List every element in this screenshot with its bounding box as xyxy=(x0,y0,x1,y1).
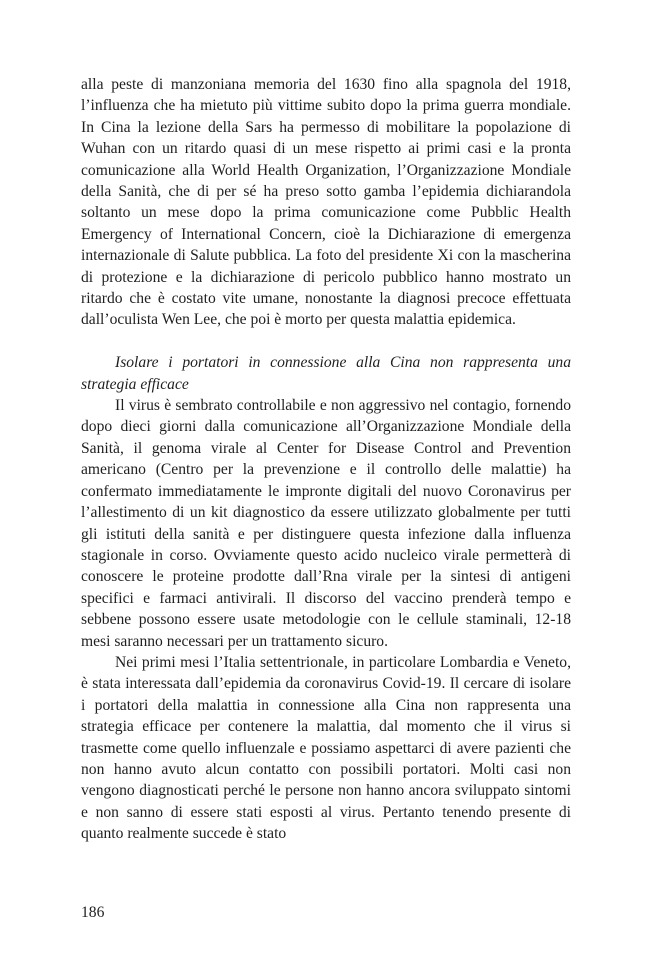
section-heading: Isolare i portatori in connessione alla Cina non rappresenta una strategia efficace xyxy=(81,354,571,393)
paragraph: Il virus è sembrato controllabile e non aggressivo nel contagio, fornendo dopo dieci giorni dalla comunicazione all’Organizzazione Mondiale della Sanità, il genoma virale al Center for Disease Control and Prevention americano (Centro per la prevenzione e il controllo delle malattie) ha confermato immediatamente le impronte digitali del nuovo Coronavirus per l’allestimento di un kit diagnostico da essere utilizzato globalmente per tutti gli istituti della sanità e per distinguere questa infezione dalla influenza stagionale in corso. Ovviamente questo acido nucleico virale permetterà di conoscere le proteine prodotte dall’Rna virale per la sintesi di antigeni specifici e farmaci antivirali. Il discorso del vaccino prenderà tempo e sebbene possono essere usate metodologie con le cellule staminali, 12-18 mesi saranno necessari per un trattamento sicuro. xyxy=(81,397,571,650)
page-body xyxy=(81,74,571,845)
section-spacer xyxy=(81,331,571,352)
page-number: 186 xyxy=(81,904,105,921)
paragraph: Nei primi mesi l’Italia settentrionale, in particolare Lombardia e Veneto, è stata interessata dall’epidemia da coronavirus Covid-19. Il cercare di isolare i portatori della malattia in connessione alla Cina non rappresenta una strategia efficace per contenere la malattia, dal momento che il virus si trasmette come quello influenzale e possiamo aspettarci di avere pazienti che non hanno avuto alcun contatto con possibili portatori. Molti casi non vengono diagnosticati perché le persone non hanno ancora sviluppato sintomi e non sanno di essere stati esposti al virus. Pertanto tenendo presente di quanto realmente succede è stato xyxy=(81,653,571,843)
paragraph-continued: alla peste di manzoniana memoria del 1630 fino alla spagnola del 1918, l’influenza che ha mietuto più vittime subito dopo la prima guerra mondiale. In Cina la lezione della Sars ha permesso di mobilitare la popolazione di Wuhan con un ritardo quasi di un mese rispetto ai primi casi e la pronta comunicazione alla World Health Organization, l’Organizzazione Mondiale della Sanità, che di per sé ha preso sotto gamba l’epidemia dichiarandola soltanto un mese dopo la prima comunicazione come Pubblic Health Emergency of International Concern, cioè la Dichiarazione di emergenza internazionale di Salute pubblica. La foto del presidente Xi con la mascherina di protezione e la dichiarazione di pericolo pubblico hanno mostrato un ritardo che è costato vite umane, nonostante la diagnosi precoce effettuata dall’oculista Wen Lee, che poi è morto per questa malattia epidemica. xyxy=(81,76,571,329)
